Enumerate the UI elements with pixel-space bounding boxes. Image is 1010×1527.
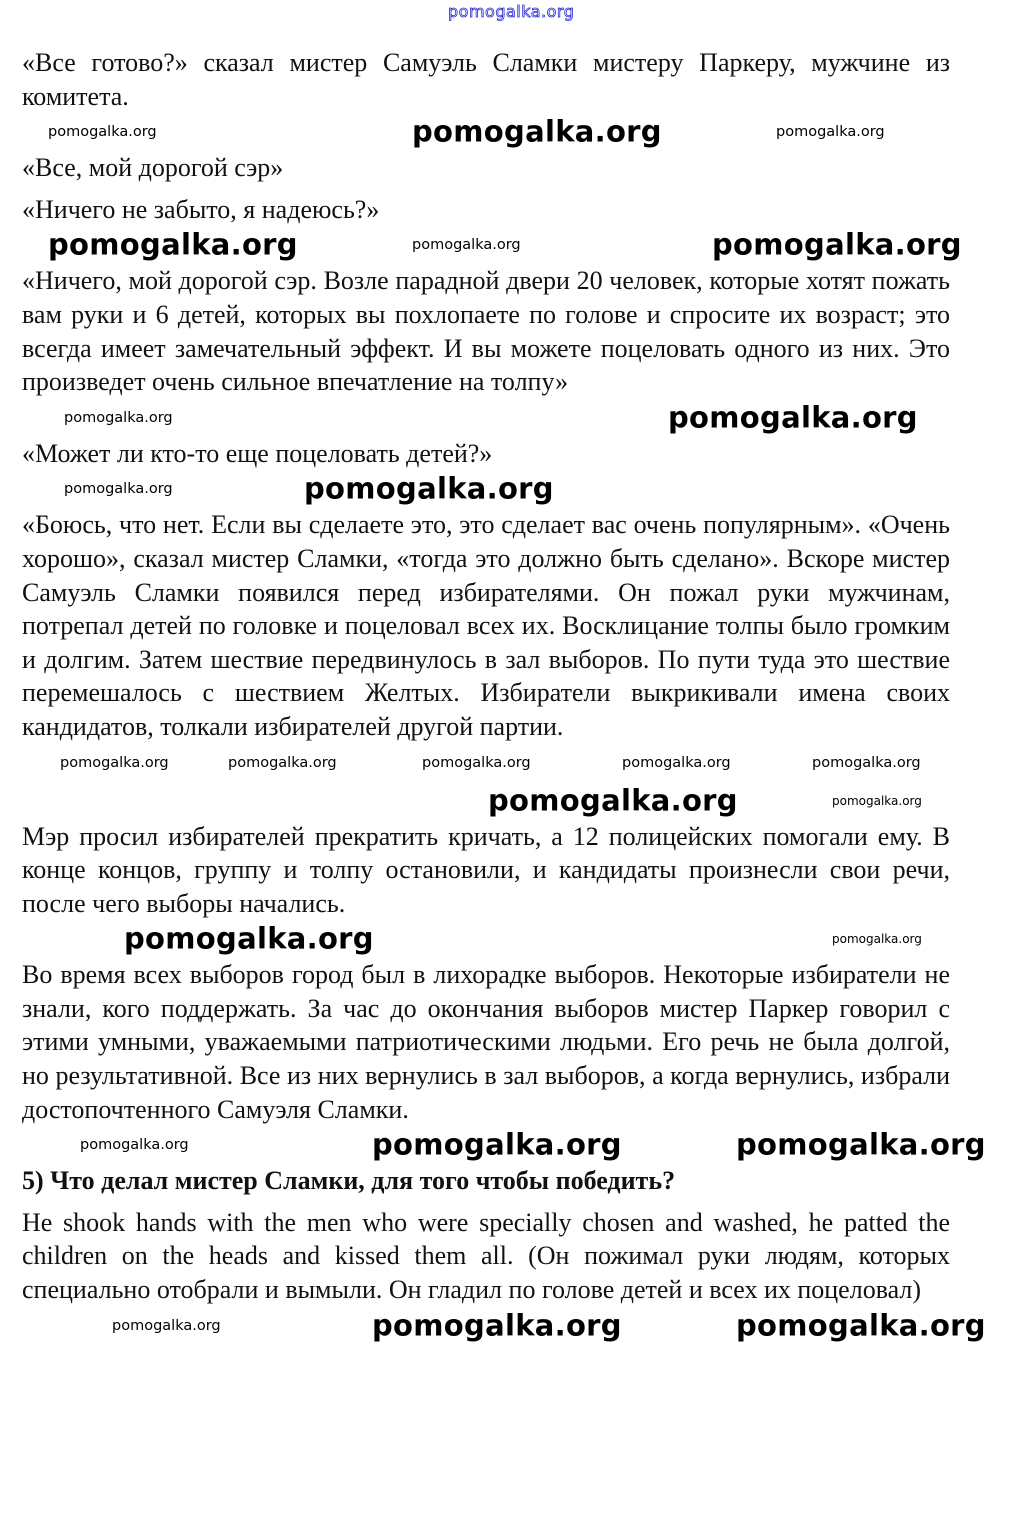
watermark-row: [22, 1307, 986, 1345]
watermark: pomogalka.org: [48, 227, 298, 262]
watermark: pomogalka.org: [488, 783, 738, 817]
watermark: pomogalka.org: [60, 754, 169, 771]
watermark: pomogalka.org: [64, 481, 173, 498]
watermark-row: [22, 399, 950, 437]
watermark-row: [22, 470, 950, 508]
watermark: pomogalka.org: [736, 1308, 986, 1343]
paragraph: «Ничего, мой дорогой сэр. Возле парадной двери 20 человек, которые хотят пожать вам руки и 6 детей, которых вы похлопаете по голове и спросите их возраст; это всегда имеет замечательный эффект. И вы можете поцеловать одного из них. Это произведет очень сильное впечатление на толпу»: [22, 266, 950, 397]
paragraph: «Боюсь, что нет. Если вы сделаете это, это сделает вас очень популярным». «Очень хорошо», сказал мистер Сламки, «тогда это должно быть сделано». Вскоре мистер Самуэль Сламки появился перед избирателями. Он пожал руки мужчинам, потрепал детей по головке и поцеловал всех их. Восклицание толпы было громким и долгим. Затем шествие передвинулось в зал выборов. По пути туда это шествие перемешалось с шествием Желтых. Избиратели выкрикивали имена своих кандидатов, толкали избирателей другой партии.: [22, 510, 950, 741]
watermark: pomogalka.org: [304, 471, 554, 506]
watermark: pomogalka.org: [48, 123, 157, 140]
watermark-row: [22, 782, 950, 820]
paragraph: Во время всех выборов город был в лихорадке выборов. Некоторые избиратели не знали, кого поддержать. За час до окончания выборов мистер Паркер говорил с этими умными, уважаемыми патриотическими людьми. Его речь не была долгой, но результативной. Все из них вернулись в зал выборов, а когда вернулись, избрали достопочтенного Самуэля Сламки.: [22, 960, 950, 1124]
watermark: pomogalka.org: [832, 932, 922, 947]
watermark: pomogalka.org: [412, 114, 662, 149]
answer-paragraph: He shook hands with the men who were specially chosen and washed, he patted the children on the heads and kissed them all. (Он пожимал руки людям, которых специально отобрали и вымыли. Он гладил по голове детей и всех их поцеловал): [22, 1207, 950, 1305]
watermark: pomogalka.org: [776, 123, 885, 140]
watermark-row: [22, 1126, 986, 1164]
paragraph: Мэр просил избирателей прекратить кричать, а 12 полицейских помогали ему. В конце концов, группу и толпу остановили, и кандидаты произнесли свои речи, после чего выборы начались.: [22, 821, 950, 918]
question-heading: 5) Что делал мистер Сламки, для того чтобы победить?: [22, 1166, 676, 1196]
watermark: pomogalka.org: [124, 921, 374, 956]
watermark-row: [22, 744, 950, 782]
watermark: pomogalka.org: [622, 754, 731, 771]
paragraph: «Может ли кто-то еще поцеловать детей?»: [22, 438, 493, 468]
header: [0, 0, 1010, 46]
watermark-row: [22, 113, 950, 151]
header-watermark: pomogalka.org: [448, 2, 575, 21]
paragraph: «Ничего не забыто, я надеюсь?»: [22, 194, 380, 224]
watermark: pomogalka.org: [64, 409, 173, 426]
watermark: pomogalka.org: [80, 1137, 189, 1153]
watermark: pomogalka.org: [736, 1127, 986, 1162]
paragraph: «Все, мой дорогой сэр»: [22, 153, 284, 183]
watermark-row: [22, 920, 950, 958]
watermark: pomogalka.org: [112, 1317, 221, 1334]
watermark: pomogalka.org: [712, 227, 962, 262]
watermark: pomogalka.org: [812, 754, 921, 771]
watermark: pomogalka.org: [228, 754, 337, 771]
watermark: pomogalka.org: [412, 237, 521, 254]
watermark-row: [22, 226, 962, 264]
watermark: pomogalka.org: [372, 1308, 622, 1343]
watermark: pomogalka.org: [832, 793, 922, 808]
document: [0, 46, 1010, 1355]
watermark: pomogalka.org: [372, 1127, 622, 1162]
watermark: pomogalka.org: [668, 400, 918, 435]
watermark: pomogalka.org: [422, 754, 531, 771]
paragraph: «Все готово?» сказал мистер Самуэль Сламки мистеру Паркеру, мужчине из комитета.: [22, 48, 950, 111]
